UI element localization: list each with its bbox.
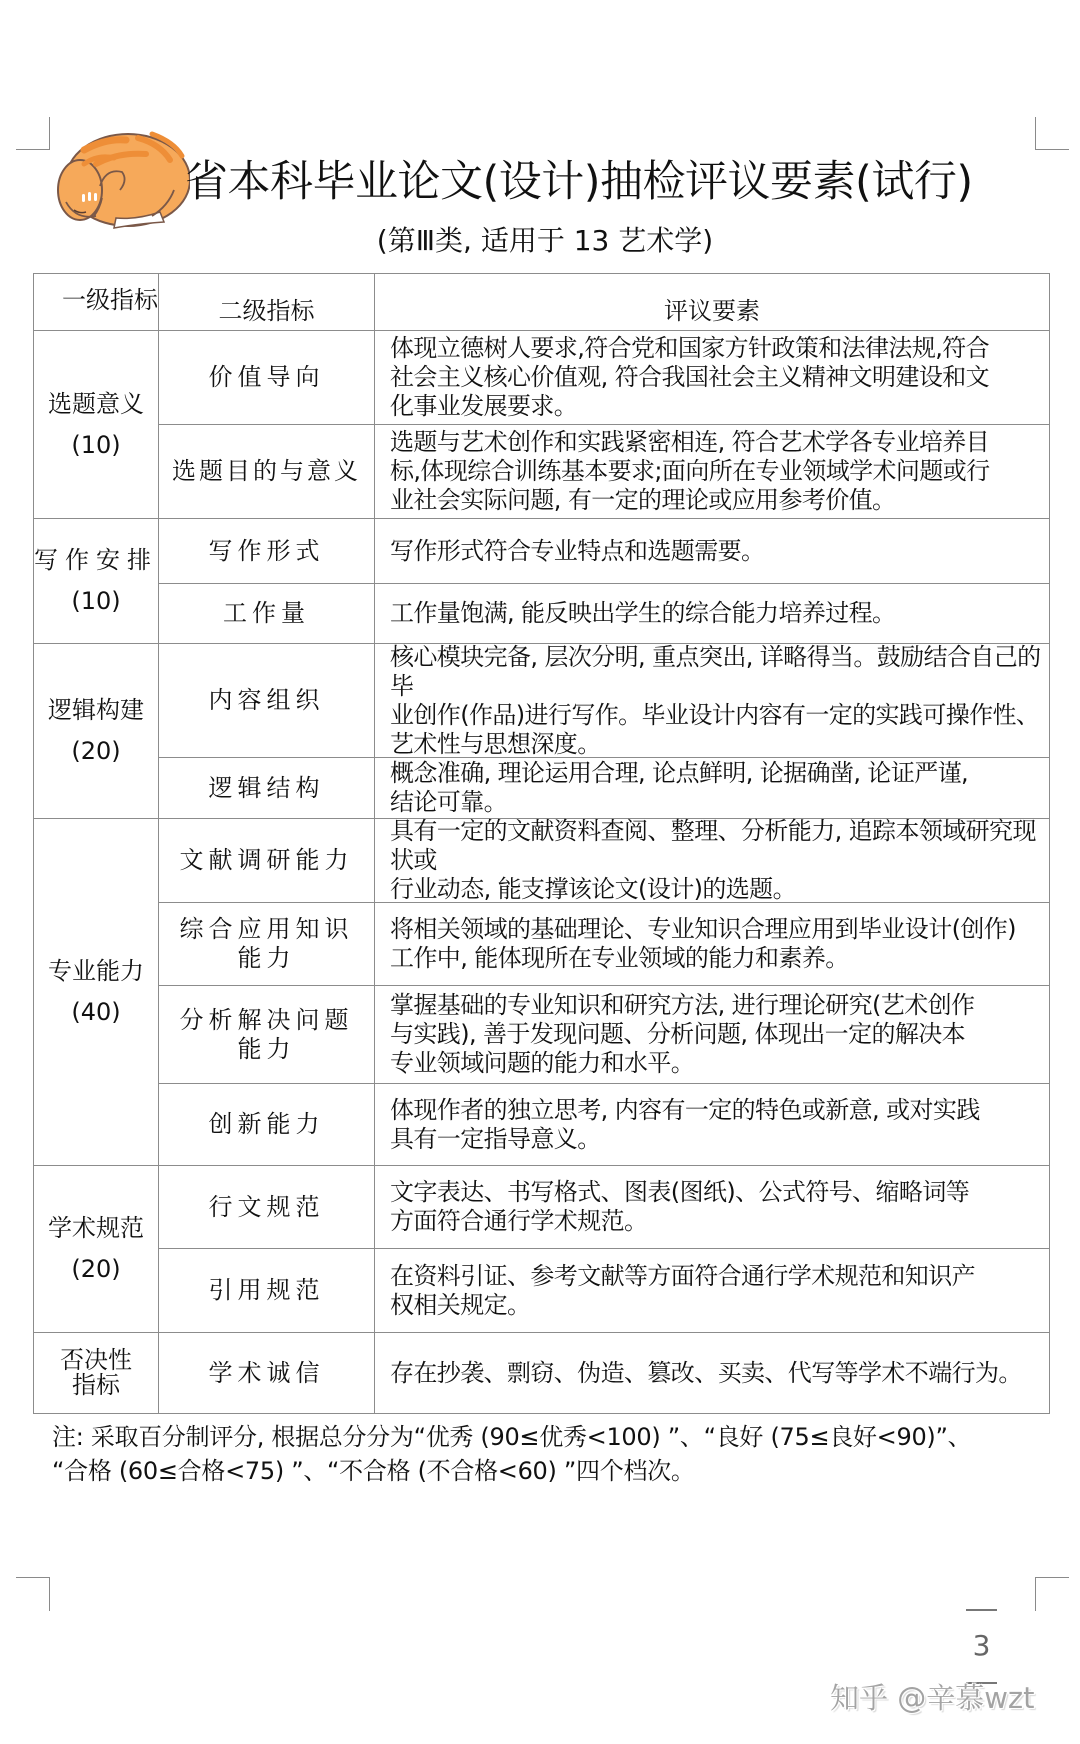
grading-note-line-1: 注: 采取百分制评分, 根据总分分为“优秀 (90≤优秀<100) ”、“良好 (75≤良好<90)”、: [52, 1423, 972, 1451]
group-veto-indicator: 否决性 指标: [33, 1332, 159, 1414]
group-topic-significance: 选题意义 (10): [33, 330, 159, 519]
criteria-cell: 具有一定的文献资料查阅、整理、分析能力, 追踪本领域研究现状或 行业动态, 能支撑该论文(设计)的选题。: [374, 818, 1050, 903]
secondary-innovation: 创新能力: [158, 1083, 375, 1166]
watermark: 知乎 @辛慕wzt: [830, 1681, 1035, 1715]
secondary-writing-norms: 行文规范: [158, 1165, 375, 1249]
page-number-dash-top: [966, 1609, 997, 1611]
crop-mark-top-left: [16, 117, 50, 150]
crop-mark-top-right: [1035, 117, 1069, 150]
header-criteria: 评议要素: [374, 273, 1050, 331]
crop-mark-bottom-left: [16, 1577, 50, 1611]
criteria-cell: 选题与艺术创作和实践紧密相连, 符合艺术学各专业培养目 标,体现综合训练基本要求;面向所在专业领域学术问题或行 业社会实际问题, 有一定的理论或应用参考价值。: [374, 424, 1050, 519]
secondary-workload: 工作量: [158, 583, 375, 644]
criteria-table: [33, 273, 1050, 1414]
criteria-cell: 体现立德树人要求,符合党和国家方针政策和法律法规,符合 社会主义核心价值观, 符合我国社会主义精神文明建设和文 化事业发展要求。: [374, 330, 1050, 425]
group-logic-construction: 逻辑构建 (20): [33, 643, 159, 819]
criteria-cell: 将相关领域的基础理论、专业知识合理应用到毕业设计(创作) 工作中, 能体现所在专业领域的能力和素养。: [374, 902, 1050, 986]
secondary-literature-research: 文献调研能力: [158, 818, 375, 903]
cat-sticker-icon: [56, 124, 190, 232]
secondary-citation-norms: 引用规范: [158, 1248, 375, 1333]
criteria-cell: 工作量饱满, 能反映出学生的综合能力培养过程。: [374, 583, 1050, 644]
page-number: 3: [972, 1629, 991, 1662]
crop-mark-bottom-right: [1035, 1577, 1069, 1611]
criteria-cell: 概念准确, 理论运用合理, 论点鲜明, 论据确凿, 论证严谨, 结论可靠。: [374, 757, 1050, 819]
document-title: 省本科毕业论文(设计)抽检评议要素(试行): [185, 157, 973, 207]
criteria-cell: 掌握基础的专业知识和研究方法, 进行理论研究(艺术创作 与实践), 善于发现问题、分析问题, 体现出一定的解决本 专业领域问题的能力和水平。: [374, 985, 1050, 1084]
secondary-logical-structure: 逻辑结构: [158, 757, 375, 819]
header-secondary-indicator: 二级指标: [158, 273, 375, 331]
group-writing-arrangement: 写作安排 (10): [33, 518, 159, 644]
secondary-content-organization: 内容组织: [158, 643, 375, 758]
secondary-knowledge-application: 综合应用知识 能力: [158, 902, 375, 986]
secondary-problem-solving: 分析解决问题 能力: [158, 985, 375, 1084]
secondary-value-orientation: 价值导向: [158, 330, 375, 425]
group-academic-norms: 学术规范 (20): [33, 1165, 159, 1333]
criteria-cell: 存在抄袭、剽窃、伪造、篡改、买卖、代写等学术不端行为。: [374, 1332, 1050, 1414]
criteria-cell: 核心模块完备, 层次分明, 重点突出, 详略得当。鼓励结合自己的毕 业创作(作品)进行写作。毕业设计内容有一定的实践可操作性、 艺术性与思想深度。: [374, 643, 1050, 758]
criteria-cell: 体现作者的独立思考, 内容有一定的特色或新意, 或对实践 具有一定指导意义。: [374, 1083, 1050, 1166]
group-professional-ability: 专业能力 (40): [33, 818, 159, 1166]
header-primary-indicator: 一级指标: [33, 273, 159, 331]
grading-note-line-2: “合格 (60≤合格<75) ”、“不合格 (不合格<60) ”四个档次。: [52, 1457, 695, 1485]
secondary-topic-purpose: 选题目的与意义: [158, 424, 375, 519]
criteria-cell: 写作形式符合专业特点和选题需要。: [374, 518, 1050, 584]
secondary-academic-integrity: 学术诚信: [158, 1332, 375, 1414]
document-subtitle: (第Ⅲ类, 适用于 13 艺术学): [376, 224, 714, 257]
criteria-cell: 文字表达、书写格式、图表(图纸)、公式符号、缩略词等 方面符合通行学术规范。: [374, 1165, 1050, 1249]
secondary-writing-form: 写作形式: [158, 518, 375, 584]
grading-note: [52, 1420, 1062, 1488]
criteria-cell: 在资料引证、参考文献等方面符合通行学术规范和知识产 权相关规定。: [374, 1248, 1050, 1333]
